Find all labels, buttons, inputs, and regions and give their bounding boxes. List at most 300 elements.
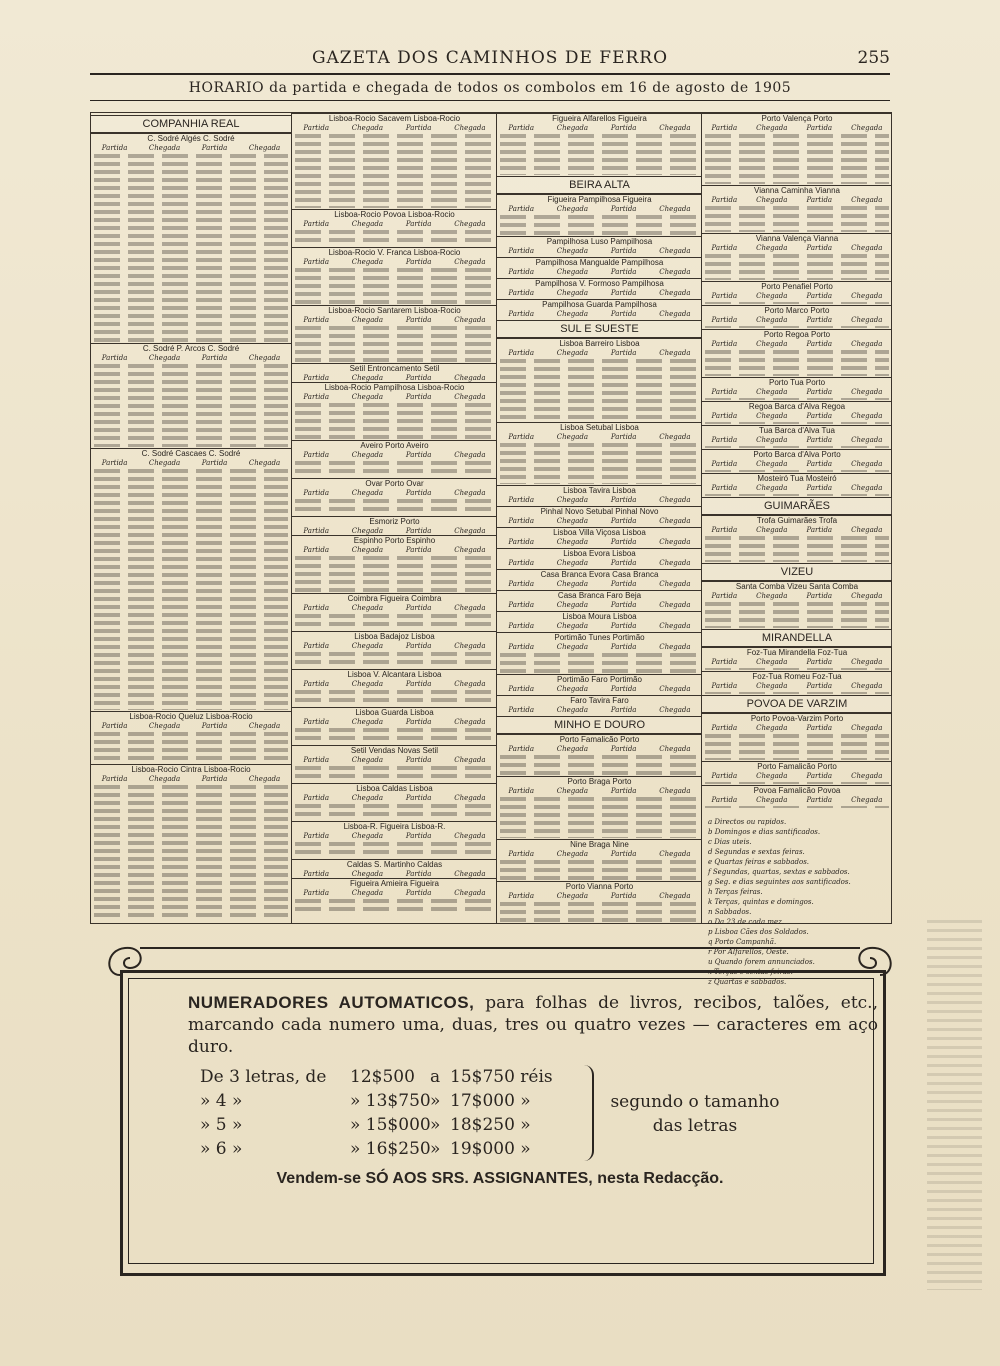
column-heading-partida: Partida <box>405 832 432 840</box>
route-heading: Tua Barca d'Alva Tua <box>759 426 835 435</box>
route-heading: Lisboa Villa Viçosa Lisboa <box>553 528 646 537</box>
column-heading-chegada: Chegada <box>659 349 691 357</box>
column-heading-partida: Partida <box>806 196 833 204</box>
route-heading: Lisboa Guarda Lisboa <box>355 708 434 717</box>
column-heading-chegada: Chegada <box>756 196 788 204</box>
route-heading: Lisboa Moura Lisboa <box>562 612 637 621</box>
column-heading-partida: Partida <box>806 292 833 300</box>
note-item: g Seg. e dias seguintes aos santificados. <box>708 878 851 886</box>
timetable-rows <box>705 692 889 694</box>
timetable-rows <box>705 446 889 448</box>
column-heading-partida: Partida <box>405 451 432 459</box>
route-heading: Portimão Faro Portimão <box>557 675 642 684</box>
route-heading: Foz-Tua Mirandella Foz-Tua <box>746 648 848 657</box>
timetable-rows <box>500 755 699 775</box>
column-heading-partida: Partida <box>303 756 329 764</box>
column-heading-partida: Partida <box>405 604 432 612</box>
column-heading-chegada: Chegada <box>851 658 883 666</box>
column-heading-partida: Partida <box>508 289 534 297</box>
column-heading-partida: Partida <box>610 517 637 525</box>
timetable-rows <box>295 690 494 706</box>
timetable-rows <box>295 728 494 744</box>
column-heading-partida: Partida <box>508 247 534 255</box>
ornament-scroll <box>100 940 900 980</box>
column-headings <box>91 722 291 731</box>
column-headings <box>292 124 497 133</box>
column-heading-partida: Partida <box>508 205 534 213</box>
route-heading: Setil Vendas Novas Setil <box>350 746 439 755</box>
column-heading-partida: Partida <box>610 601 637 609</box>
section-guimaraes: GUIMARÃES <box>702 497 892 515</box>
timetable-block <box>702 377 892 402</box>
route-heading: Lisboa-Rocio V. Franca Lisboa-Rocio <box>328 248 461 257</box>
column-heading-chegada: Chegada <box>454 316 486 324</box>
column-heading-chegada: Chegada <box>556 124 589 132</box>
column-heading-partida: Partida <box>405 393 432 401</box>
column-headings <box>292 794 497 803</box>
timetable-rows <box>295 403 494 439</box>
column-heading-partida: Partida <box>405 220 432 228</box>
column-heading-chegada: Chegada <box>659 538 691 546</box>
timetable-rows <box>500 902 699 922</box>
column-heading-chegada: Chegada <box>351 527 384 535</box>
column-headings <box>497 205 702 214</box>
column-headings <box>702 412 892 421</box>
column-heading-partida: Partida <box>806 124 833 132</box>
route-heading: Esmoriz Porto <box>369 517 420 526</box>
timetable-block <box>702 671 892 696</box>
column-heading-partida: Partida <box>303 451 329 459</box>
column-heading-chegada: Chegada <box>659 205 691 213</box>
column-headings <box>292 642 497 651</box>
route-heading: Lisboa-Rocio Queluz Lisboa-Rocio <box>129 712 253 721</box>
timetable-rows <box>295 652 494 668</box>
timetable-rows <box>705 254 889 280</box>
column-heading-chegada: Chegada <box>148 775 181 783</box>
column-heading-chegada: Chegada <box>148 354 181 362</box>
column-heading-partida: Partida <box>303 124 329 132</box>
column-headings <box>497 745 702 754</box>
column-headings <box>292 258 497 267</box>
column-heading-chegada: Chegada <box>851 526 883 534</box>
timetable-block <box>292 363 497 383</box>
column-headings <box>497 706 702 715</box>
timetable-block <box>91 343 291 449</box>
column-heading-chegada: Chegada <box>454 124 486 132</box>
timetable-block <box>91 711 291 765</box>
timetable-block <box>292 745 497 784</box>
column-heading-chegada: Chegada <box>351 220 384 228</box>
timetable-block <box>497 113 702 177</box>
column-heading-partida: Partida <box>303 527 329 535</box>
timetable-column-2 <box>291 113 497 923</box>
column-heading-partida: Partida <box>610 706 637 714</box>
column-headings <box>497 622 702 631</box>
column-heading-chegada: Chegada <box>351 451 384 459</box>
column-heading-chegada: Chegada <box>454 870 486 878</box>
note-item: q Porto Campanhã. <box>708 938 777 946</box>
column-heading-partida: Partida <box>711 436 738 444</box>
column-heading-chegada: Chegada <box>351 393 384 401</box>
column-heading-partida: Partida <box>508 559 534 567</box>
timetable-block <box>702 305 892 330</box>
column-heading-partida: Partida <box>610 205 637 213</box>
column-heading-partida: Partida <box>303 258 329 266</box>
column-heading-partida: Partida <box>610 745 637 753</box>
column-heading-chegada: Chegada <box>556 850 589 858</box>
column-headings <box>497 268 702 277</box>
column-heading-chegada: Chegada <box>351 374 384 382</box>
column-heading-chegada: Chegada <box>851 436 883 444</box>
column-heading-chegada: Chegada <box>556 745 589 753</box>
column-heading-partida: Partida <box>806 682 833 690</box>
column-headings <box>497 349 702 358</box>
column-headings <box>702 388 892 397</box>
column-heading-partida: Partida <box>711 412 738 420</box>
column-heading-chegada: Chegada <box>659 247 691 255</box>
column-heading-partida: Partida <box>610 289 637 297</box>
timetable-rows <box>705 470 889 472</box>
column-heading-chegada: Chegada <box>248 775 281 783</box>
ad-size-note: segundo o tamanho das letras <box>610 1092 780 1136</box>
column-heading-partida: Partida <box>806 526 833 534</box>
timetable-rows <box>705 206 889 232</box>
column-heading-partida: Partida <box>101 354 128 362</box>
column-heading-partida: Partida <box>806 772 833 780</box>
timetable-rows <box>94 154 288 342</box>
column-heading-chegada: Chegada <box>659 643 691 651</box>
column-heading-chegada: Chegada <box>454 451 486 459</box>
column-heading-partida: Partida <box>711 340 738 348</box>
column-heading-chegada: Chegada <box>756 388 788 396</box>
column-heading-partida: Partida <box>508 706 534 714</box>
column-heading-chegada: Chegada <box>454 527 486 535</box>
route-heading: Lisboa-Rocio Cintra Lisboa-Rocio <box>131 765 251 774</box>
column-heading-chegada: Chegada <box>454 393 486 401</box>
column-heading-partida: Partida <box>201 722 228 730</box>
timetable-block <box>497 569 702 591</box>
column-heading-partida: Partida <box>101 722 128 730</box>
timetable-block <box>702 713 892 762</box>
column-heading-partida: Partida <box>405 527 432 535</box>
column-heading-partida: Partida <box>806 436 833 444</box>
timetable-block <box>292 516 497 536</box>
column-heading-partida: Partida <box>711 772 738 780</box>
note-item: b Domingos e dias santificados. <box>708 828 821 836</box>
column-heading-partida: Partida <box>806 484 833 492</box>
timetable-rows <box>295 899 494 915</box>
column-headings <box>292 489 497 498</box>
column-heading-partida: Partida <box>303 794 329 802</box>
timetable-rows <box>705 494 889 496</box>
timetable-block <box>702 281 892 306</box>
route-heading: Porto Tua Porto <box>768 378 826 387</box>
column-heading-chegada: Chegada <box>756 592 788 600</box>
column-headings <box>702 772 892 781</box>
route-heading: Pampilhosa Luso Pampilhosa <box>546 237 653 246</box>
route-heading: Figueira Pampilhosa Figueira <box>547 195 652 204</box>
timetable-block <box>497 299 702 321</box>
route-heading: Caldas S. Martinho Caldas <box>346 860 443 869</box>
column-headings <box>497 559 702 568</box>
route-heading: Porto Braga Porto <box>567 777 632 786</box>
column-heading-chegada: Chegada <box>248 459 281 467</box>
column-heading-chegada: Chegada <box>454 794 486 802</box>
column-heading-partida: Partida <box>711 124 738 132</box>
column-heading-partida: Partida <box>508 601 534 609</box>
column-heading-partida: Partida <box>508 892 534 900</box>
column-heading-chegada: Chegada <box>556 268 589 276</box>
column-heading-chegada: Chegada <box>454 258 486 266</box>
column-heading-chegada: Chegada <box>454 756 486 764</box>
column-heading-chegada: Chegada <box>756 658 788 666</box>
timetable-block <box>292 440 497 479</box>
ad-description-text: para folhas de livros, recibos, talões, etc., marcando cada numero uma, duas, tres ou quatro vezes — caracteres em aço duro. <box>188 993 878 1057</box>
column-heading-partida: Partida <box>806 340 833 348</box>
timetable-block <box>497 236 702 258</box>
column-heading-partida: Partida <box>806 316 833 324</box>
column-heading-partida: Partida <box>610 349 637 357</box>
column-heading-chegada: Chegada <box>756 682 788 690</box>
column-heading-chegada: Chegada <box>351 316 384 324</box>
column-headings <box>292 316 497 325</box>
column-heading-chegada: Chegada <box>659 517 691 525</box>
timetable-block <box>702 449 892 474</box>
column-heading-chegada: Chegada <box>351 870 384 878</box>
route-heading: Lisboa-R. Figueira Lisboa-R. <box>343 822 446 831</box>
column-heading-chegada: Chegada <box>659 706 691 714</box>
timetable-rows <box>295 230 494 246</box>
timetable-block <box>292 631 497 670</box>
note-item: k Terças, quintas e domingos. <box>708 898 814 906</box>
column-headings <box>497 247 702 256</box>
route-heading: Pampilhosa V. Formoso Pampilhosa <box>535 279 664 288</box>
route-heading: Lisboa-Rocio Sacavem Lisboa-Rocio <box>328 114 461 123</box>
timetable-block <box>702 581 892 630</box>
timetable-rows <box>295 842 494 858</box>
route-heading: Nine Braga Nine <box>570 840 629 849</box>
column-heading-chegada: Chegada <box>659 580 691 588</box>
timetable-block <box>702 785 892 810</box>
column-heading-partida: Partida <box>508 124 534 132</box>
route-heading: Lisboa Badajoz Lisboa <box>354 632 435 641</box>
column-headings <box>497 517 702 526</box>
column-heading-chegada: Chegada <box>659 685 691 693</box>
column-heading-chegada: Chegada <box>351 546 384 554</box>
column-heading-chegada: Chegada <box>351 756 384 764</box>
column-headings <box>497 580 702 589</box>
timetable-rows <box>94 364 288 447</box>
price-row: De 3 letras, de 12$500 a 15$750 réis <box>200 1067 553 1087</box>
column-heading-partida: Partida <box>610 685 637 693</box>
column-heading-chegada: Chegada <box>659 268 691 276</box>
note-item: n Sabbados. <box>708 908 752 916</box>
timetable-block <box>91 448 291 712</box>
column-headings <box>702 658 892 667</box>
column-heading-chegada: Chegada <box>148 144 181 152</box>
route-heading: Porto Valença Porto <box>761 114 833 123</box>
column-headings <box>91 775 291 784</box>
note-item: e Quartas feiras e sabbados. <box>708 858 810 866</box>
route-heading: Vianna Valença Vianna <box>755 234 839 243</box>
section-companhia-real: COMPANHIA REAL <box>91 115 291 133</box>
column-heading-chegada: Chegada <box>851 484 883 492</box>
timetable-rows <box>705 668 889 670</box>
timetable-rows <box>295 804 494 820</box>
route-heading: Porto Penafiel Porto <box>761 282 833 291</box>
column-heading-chegada: Chegada <box>756 772 788 780</box>
column-heading-chegada: Chegada <box>248 354 281 362</box>
column-heading-chegada: Chegada <box>556 787 589 795</box>
column-heading-partida: Partida <box>508 643 534 651</box>
timetable-rows <box>705 536 889 562</box>
column-headings <box>702 196 892 205</box>
column-heading-partida: Partida <box>303 393 329 401</box>
column-headings <box>497 787 702 796</box>
timetable-rows <box>295 326 494 362</box>
column-heading-chegada: Chegada <box>351 794 384 802</box>
column-heading-partida: Partida <box>610 892 637 900</box>
column-heading-chegada: Chegada <box>851 796 883 804</box>
route-heading: C. Sodré Algés C. Sodré <box>147 134 235 143</box>
column-heading-chegada: Chegada <box>351 642 384 650</box>
route-heading: Regoa Barca d'Alva Regoa <box>748 402 846 411</box>
timetable-block <box>292 878 497 917</box>
timetable-block <box>91 133 291 344</box>
column-heading-partida: Partida <box>508 580 534 588</box>
note-item: x Terças e sextas feiras. <box>708 968 793 976</box>
page-title: GAZETA DOS CAMINHOS DE FERRO <box>311 48 669 68</box>
ad-price-list <box>200 1065 580 1161</box>
column-heading-chegada: Chegada <box>248 144 281 152</box>
column-heading-partida: Partida <box>405 680 432 688</box>
column-headings <box>702 724 892 733</box>
show-through-print <box>927 920 982 1290</box>
column-headings <box>702 316 892 325</box>
column-heading-partida: Partida <box>405 756 432 764</box>
timetable-block <box>497 839 702 882</box>
column-heading-chegada: Chegada <box>659 850 691 858</box>
timetable-rows <box>295 766 494 782</box>
timetable-block <box>497 338 702 423</box>
timetable-block <box>497 278 702 300</box>
route-heading: Pampilhosa Guarda Pampilhosa <box>542 300 657 309</box>
column-heading-partida: Partida <box>101 144 128 152</box>
column-heading-chegada: Chegada <box>659 124 691 132</box>
timetable-block <box>702 647 892 672</box>
timetable-block <box>292 382 497 441</box>
timetable-block <box>292 783 497 822</box>
column-heading-partida: Partida <box>711 244 738 252</box>
column-headings <box>497 538 702 547</box>
column-heading-partida: Partida <box>508 538 534 546</box>
timetable-rows <box>94 785 288 921</box>
column-heading-chegada: Chegada <box>756 316 788 324</box>
column-heading-chegada: Chegada <box>659 622 691 630</box>
timetable-block <box>292 535 497 594</box>
timetable-rows <box>500 860 699 880</box>
column-heading-partida: Partida <box>610 124 637 132</box>
route-heading: Lisboa-Rocio Povoa Lisboa-Rocio <box>334 210 455 219</box>
price-row: » 4 » » 13$750 » 17$000 » <box>200 1091 531 1111</box>
column-heading-partida: Partida <box>711 592 738 600</box>
route-heading: Povoa Famalicão Povoa <box>753 786 841 795</box>
column-headings <box>91 354 291 363</box>
route-heading: Lisboa-Rocio Pampilhosa Lisboa-Rocio <box>324 383 465 392</box>
column-heading-partida: Partida <box>610 787 637 795</box>
route-heading: Porto Marco Porto <box>764 306 830 315</box>
column-heading-chegada: Chegada <box>148 722 181 730</box>
timetable-block <box>292 247 497 306</box>
column-heading-chegada: Chegada <box>556 892 589 900</box>
column-heading-partida: Partida <box>201 354 228 362</box>
timetable-rows <box>705 326 889 328</box>
price-row: » 5 » » 15$000 » 18$250 » <box>200 1115 531 1135</box>
column-headings <box>497 850 702 859</box>
section-beira-alta: BEIRA ALTA <box>497 176 702 194</box>
timetable-block <box>497 881 702 924</box>
column-heading-chegada: Chegada <box>556 601 589 609</box>
column-heading-chegada: Chegada <box>351 124 384 132</box>
column-heading-partida: Partida <box>610 310 637 318</box>
column-heading-chegada: Chegada <box>756 436 788 444</box>
ad-description <box>188 992 878 1058</box>
column-headings <box>91 459 291 468</box>
timetable-rows <box>500 134 699 175</box>
timetable-block <box>292 821 497 860</box>
column-heading-partida: Partida <box>201 775 228 783</box>
column-headings <box>292 451 497 460</box>
column-headings <box>702 340 892 349</box>
column-headings <box>702 436 892 445</box>
column-headings <box>497 310 702 319</box>
timetable-block <box>497 194 702 237</box>
column-heading-partida: Partida <box>711 316 738 324</box>
column-heading-partida: Partida <box>610 247 637 255</box>
column-heading-partida: Partida <box>610 559 637 567</box>
note-item: f Segundas, quartas, sextas e sabbados. <box>708 868 850 876</box>
column-heading-partida: Partida <box>303 489 329 497</box>
timetable-block <box>497 734 702 777</box>
timetable-rows <box>500 359 699 421</box>
column-headings <box>497 685 702 694</box>
column-heading-partida: Partida <box>405 124 432 132</box>
timetable-block <box>292 209 497 248</box>
ad-footer: Vendem-se SÓ AOS SRS. ASSIGNANTES, nesta Redacção. <box>276 1170 724 1187</box>
note-item: u Quando forem annunciados. <box>708 958 815 966</box>
timetable-rows <box>500 797 699 838</box>
column-heading-partida: Partida <box>201 144 228 152</box>
column-heading-chegada: Chegada <box>756 124 788 132</box>
page-header <box>90 44 890 74</box>
timetable-rows <box>94 732 288 763</box>
column-heading-partida: Partida <box>711 682 738 690</box>
column-heading-partida: Partida <box>711 658 738 666</box>
route-heading: Porto Famalicão Porto <box>559 735 640 744</box>
timetable-block <box>497 632 702 675</box>
column-heading-chegada: Chegada <box>351 718 384 726</box>
timetable-rows <box>295 614 494 630</box>
column-heading-chegada: Chegada <box>351 258 384 266</box>
column-heading-partida: Partida <box>303 718 329 726</box>
route-heading: Lisboa Evora Lisboa <box>563 549 636 558</box>
column-heading-partida: Partida <box>508 787 534 795</box>
timetable-rows <box>295 499 494 515</box>
column-heading-partida: Partida <box>508 268 534 276</box>
column-heading-partida: Partida <box>806 592 833 600</box>
timetable-rows <box>705 806 889 808</box>
timetable-block <box>292 113 497 210</box>
